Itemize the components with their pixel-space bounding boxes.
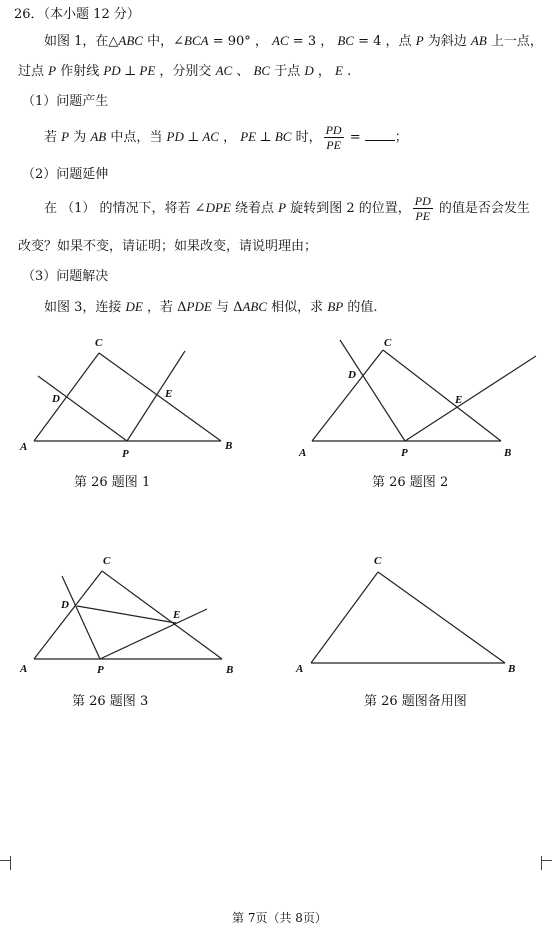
math-bc: BC xyxy=(253,63,271,78)
label-c: C xyxy=(103,555,111,567)
text: 在 （1） 的情况下，将若 ∠ xyxy=(44,201,206,216)
math-p: P xyxy=(61,129,70,144)
fraction-denominator: PE xyxy=(326,138,341,152)
text: 如图 1，在△ xyxy=(44,34,119,49)
text: 上一点， xyxy=(486,34,543,49)
text: 若 xyxy=(44,130,62,145)
label-c: C xyxy=(374,555,382,567)
text: 于点 xyxy=(270,64,305,79)
label-b: B xyxy=(226,664,234,676)
math-pe-perp-bc: PE ⊥ BC xyxy=(240,129,292,144)
figure-spare-caption: 第 26 题图备用图 xyxy=(364,694,467,709)
math-p: P xyxy=(48,63,57,78)
text: ， xyxy=(218,130,241,145)
math-pd-perp-ac: PD ⊥ AC xyxy=(166,129,219,144)
text: 、 xyxy=(232,64,254,79)
label-e: E xyxy=(165,388,173,400)
math-ac: AC xyxy=(272,33,289,48)
math-p: P xyxy=(278,200,287,215)
math-d: D xyxy=(304,63,314,78)
math-dpe: DPE xyxy=(205,200,231,215)
text: 为斜边 xyxy=(423,34,471,49)
figure-3-caption: 第 26 题图 3 xyxy=(72,694,149,709)
math-ab: AB xyxy=(470,33,487,48)
corner-mark-right-h xyxy=(542,860,552,861)
label-p: P xyxy=(122,448,129,460)
text: 与 Δ xyxy=(211,300,243,315)
text: 的值是否会发生 xyxy=(434,201,530,216)
math-bca: BCA xyxy=(184,33,209,48)
corner-mark-left-v xyxy=(10,856,11,870)
label-a: A xyxy=(299,447,307,459)
text: . xyxy=(342,64,352,79)
part2-heading: （2）问题延伸 xyxy=(22,167,109,182)
math-abc: ABC xyxy=(242,299,268,314)
label-a: A xyxy=(296,663,304,675)
label-d: D xyxy=(52,393,60,405)
label-p: P xyxy=(401,447,408,459)
question-number: 26． xyxy=(14,7,44,22)
label-a: A xyxy=(20,441,28,453)
label-p: P xyxy=(97,664,104,676)
segment-ac xyxy=(311,572,378,663)
label-b: B xyxy=(508,663,516,675)
corner-mark-right-v xyxy=(541,856,542,870)
math-de: DE xyxy=(125,299,143,314)
figure-1-caption: 第 26 题图 1 xyxy=(74,475,151,490)
math-abc: ABC xyxy=(118,33,143,48)
label-c: C xyxy=(95,337,103,349)
text: 相似，求 xyxy=(267,300,328,315)
label-d: D xyxy=(348,369,356,381)
math-e: E xyxy=(335,63,343,78)
math-p: P xyxy=(415,33,424,48)
question-score: （本小题 12 分） xyxy=(43,7,140,22)
fraction-denominator: PE xyxy=(415,209,431,223)
text: ，若 Δ xyxy=(142,300,187,315)
label-e: E xyxy=(455,394,463,406)
text: 中点，当 xyxy=(106,130,167,145)
text: ， xyxy=(313,64,335,79)
label-b: B xyxy=(225,440,233,452)
text: = 3 ， xyxy=(288,34,338,49)
text: 旋转到图 2 的位置， xyxy=(286,201,411,216)
corner-mark-left-h xyxy=(0,860,10,861)
text: ； xyxy=(394,130,408,145)
math-pd-perp-pe: PD ⊥ PE xyxy=(103,63,156,78)
text: = 90° ， xyxy=(208,34,273,49)
fraction-numerator: PD xyxy=(325,123,342,137)
label-a: A xyxy=(20,663,28,675)
part2-line2: 改变？如果不变，请证明；如果改变，请说明理由； xyxy=(18,239,318,254)
figure-2-caption: 第 26 题图 2 xyxy=(372,475,449,490)
label-d: D xyxy=(61,599,69,611)
label-c: C xyxy=(384,337,392,349)
text: 时， xyxy=(291,130,322,145)
part1-heading: （1）问题产生 xyxy=(22,94,109,109)
segment-cb xyxy=(378,572,505,663)
text: 的值. xyxy=(343,300,378,315)
text: = 4 ，点 xyxy=(353,34,416,49)
text: ，分别交 xyxy=(155,64,216,79)
page-footer: 第 7页（共 8页） xyxy=(232,911,327,925)
fraction-numerator: PD xyxy=(414,194,431,208)
text: 绕着点 xyxy=(230,201,279,216)
math-bc: BC xyxy=(337,33,354,48)
text: = xyxy=(345,130,365,145)
label-e: E xyxy=(173,609,181,621)
label-b: B xyxy=(504,447,512,459)
text: 为 xyxy=(69,130,91,145)
math-ab: AB xyxy=(90,129,107,144)
text: 过点 xyxy=(18,64,49,79)
math-bp: BP xyxy=(327,299,344,314)
math-pde: PDE xyxy=(186,299,212,314)
text: 如图 3，连接 xyxy=(44,300,126,315)
text: 中，∠ xyxy=(142,34,184,49)
text: 作射线 xyxy=(56,64,104,79)
part3-heading: （3）问题解决 xyxy=(22,269,109,284)
math-ac: AC xyxy=(215,63,233,78)
